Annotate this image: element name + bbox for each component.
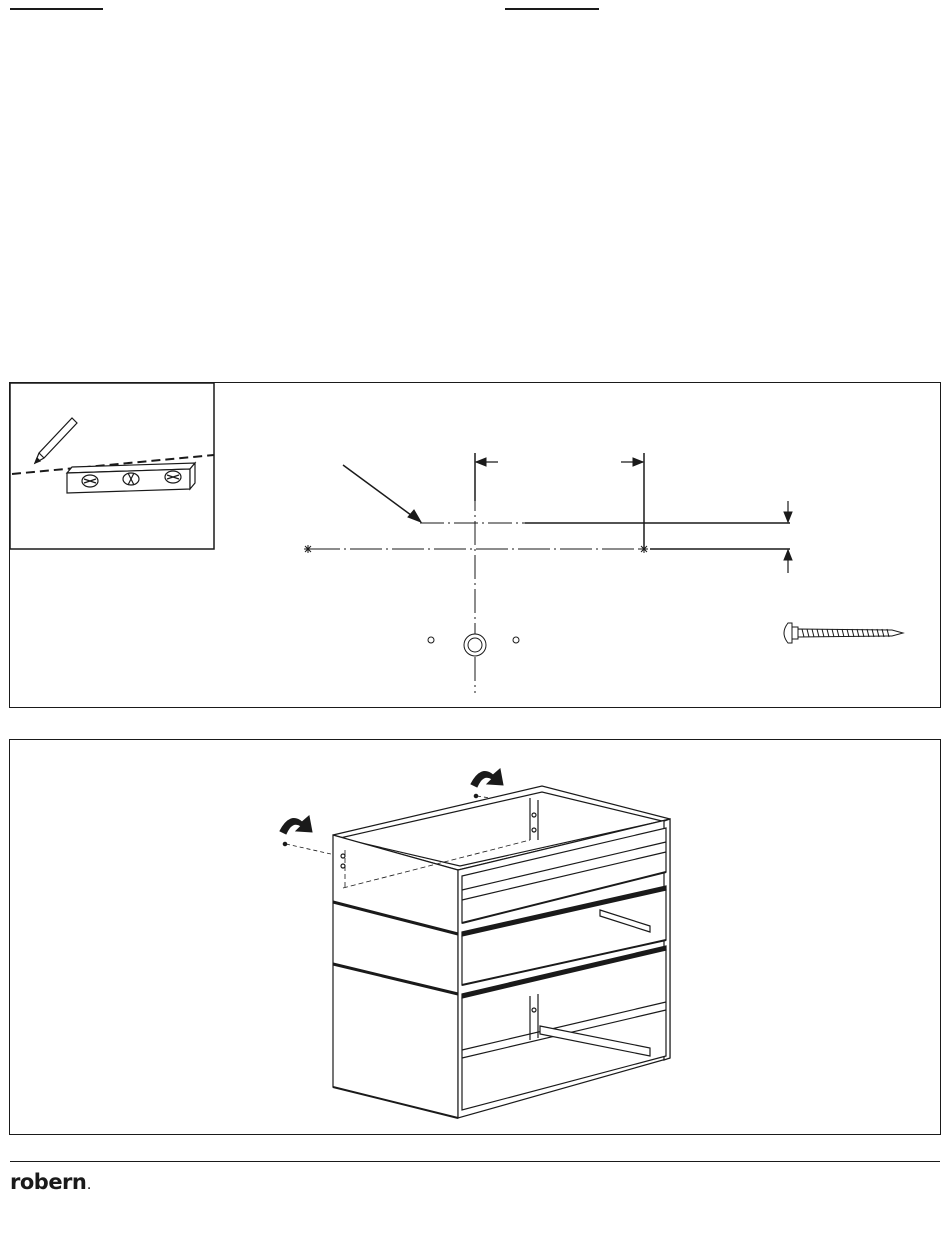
header-rule-left <box>10 8 103 10</box>
cabinet-drawing <box>10 740 942 1136</box>
mounting-layout-figure <box>9 382 941 708</box>
cabinet-icon <box>333 786 670 1118</box>
pencil-icon <box>35 418 77 463</box>
brand-logo-mark: . <box>87 1182 91 1192</box>
pointer-arrow <box>343 465 421 522</box>
screw-icon <box>784 623 903 643</box>
drain-pipe-icon <box>428 634 519 656</box>
brand-logo-text: robern <box>10 1170 87 1194</box>
header-rule-right <box>505 8 599 10</box>
brand-logo <box>10 1170 90 1194</box>
level-icon <box>67 463 195 493</box>
footer-rule <box>10 1161 940 1162</box>
hole-mark-right <box>640 545 648 553</box>
hole-mark-left <box>304 545 312 553</box>
vertical-dimension <box>784 501 792 573</box>
horizontal-dimension <box>476 458 643 466</box>
rotate-arrow-icon <box>280 816 340 856</box>
mounting-layout-drawing <box>10 383 942 709</box>
cabinet-assembly-figure <box>9 739 941 1135</box>
